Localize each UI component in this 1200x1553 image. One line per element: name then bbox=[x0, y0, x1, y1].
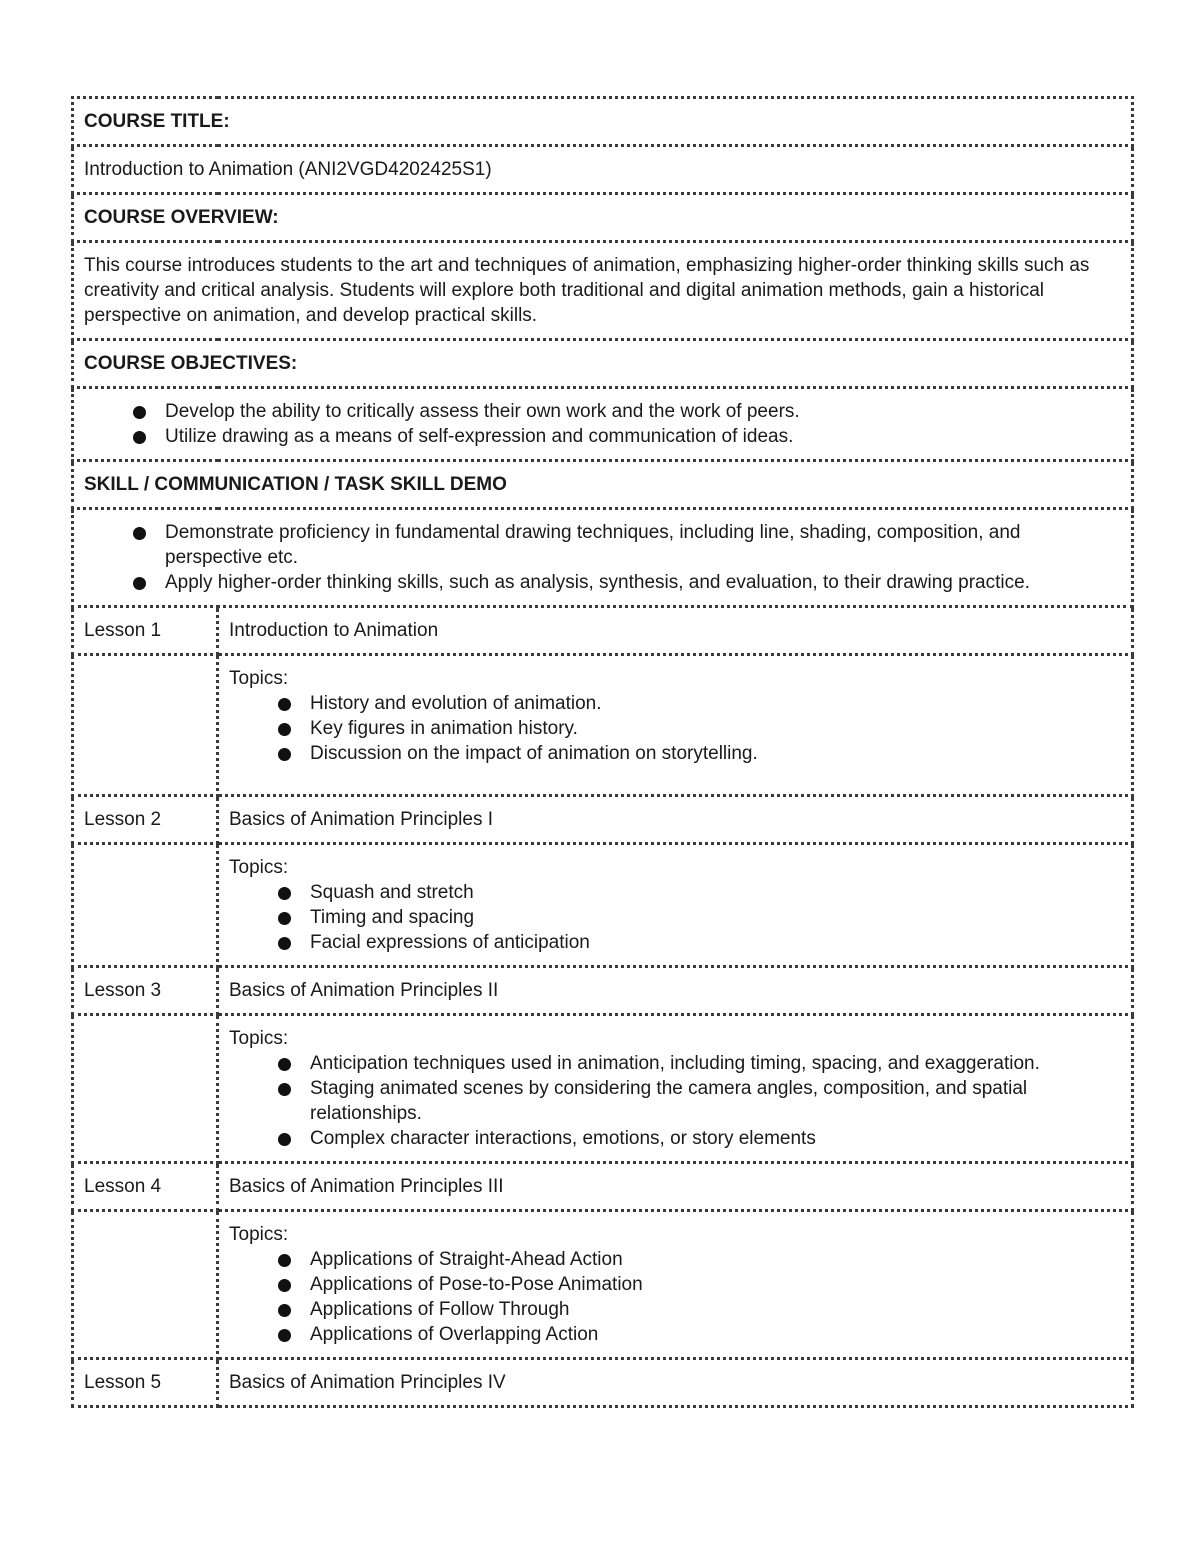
lesson-1-topics-cell bbox=[218, 655, 1133, 796]
lesson-4-title: Basics of Animation Principles III bbox=[218, 1163, 1133, 1211]
lesson-4-topics-row bbox=[73, 1211, 1133, 1359]
lesson-4-topics-cell bbox=[218, 1211, 1133, 1359]
lesson-1-empty-cell bbox=[73, 655, 218, 796]
syllabus-page bbox=[71, 96, 1131, 1408]
objectives-list bbox=[84, 399, 1121, 449]
lesson-3-row bbox=[73, 967, 1133, 1015]
lesson-2-topics-row bbox=[73, 844, 1133, 967]
topic-item: Staging animated scenes by considering the camera angles, composition, and spatial relationships. bbox=[274, 1076, 1121, 1126]
lesson-3-title: Basics of Animation Principles II bbox=[218, 967, 1133, 1015]
lesson-5-title: Basics of Animation Principles IV bbox=[218, 1359, 1133, 1407]
objective-item: Utilize drawing as a means of self-expression and communication of ideas. bbox=[129, 424, 1121, 449]
skill-label: SKILL / COMMUNICATION / TASK SKILL DEMO bbox=[73, 461, 1133, 509]
topic-item: Timing and spacing bbox=[274, 905, 1121, 930]
course-title-value-row bbox=[73, 146, 1133, 194]
skills-cell bbox=[73, 509, 1133, 607]
lesson-5-row bbox=[73, 1359, 1133, 1407]
lesson-4-row bbox=[73, 1163, 1133, 1211]
lesson-2-label: Lesson 2 bbox=[73, 796, 218, 844]
topics-label: Topics: bbox=[229, 668, 289, 689]
topic-item: Applications of Overlapping Action bbox=[274, 1322, 1121, 1347]
topic-item: Key figures in animation history. bbox=[274, 716, 1121, 741]
lesson-2-topics-list bbox=[229, 880, 1121, 955]
topic-item: Discussion on the impact of animation on storytelling. bbox=[274, 741, 1121, 766]
skills-list bbox=[84, 520, 1121, 595]
objectives-header-row bbox=[73, 340, 1133, 388]
course-title-value: Introduction to Animation (ANI2VGD4202425S1) bbox=[73, 146, 1133, 194]
lesson-3-topics-cell bbox=[218, 1015, 1133, 1163]
lesson-2-row bbox=[73, 796, 1133, 844]
overview-label: COURSE OVERVIEW: bbox=[73, 194, 1133, 242]
lesson-4-empty-cell bbox=[73, 1211, 218, 1359]
lesson-1-topics-row bbox=[73, 655, 1133, 796]
syllabus-table bbox=[71, 96, 1134, 1408]
course-title-row bbox=[73, 98, 1133, 146]
lesson-1-label: Lesson 1 bbox=[73, 607, 218, 655]
topic-item: Applications of Straight-Ahead Action bbox=[274, 1247, 1121, 1272]
topic-item: History and evolution of animation. bbox=[274, 691, 1121, 716]
lesson-4-label: Lesson 4 bbox=[73, 1163, 218, 1211]
lesson-1-title: Introduction to Animation bbox=[218, 607, 1133, 655]
lesson-4-topics-list bbox=[229, 1247, 1121, 1347]
topic-item: Applications of Pose-to-Pose Animation bbox=[274, 1272, 1121, 1297]
skill-item: Apply higher-order thinking skills, such as analysis, synthesis, and evaluation, to their drawing practice. bbox=[129, 570, 1121, 595]
lesson-3-empty-cell bbox=[73, 1015, 218, 1163]
lesson-3-topics-list bbox=[229, 1051, 1121, 1151]
objectives-row bbox=[73, 388, 1133, 461]
topic-item: Applications of Follow Through bbox=[274, 1297, 1121, 1322]
topic-item: Complex character interactions, emotions, or story elements bbox=[274, 1126, 1121, 1151]
lesson-5-label: Lesson 5 bbox=[73, 1359, 218, 1407]
overview-text: This course introduces students to the art and techniques of animation, emphasizing higher-order thinking skills such as creativity and critical analysis. Students will explore both traditional and digital animation methods, gain a historical perspective on animation, and develop practical skills. bbox=[73, 242, 1133, 340]
overview-header-row bbox=[73, 194, 1133, 242]
objectives-label: COURSE OBJECTIVES: bbox=[73, 340, 1133, 388]
lesson-3-topics-row bbox=[73, 1015, 1133, 1163]
skills-row bbox=[73, 509, 1133, 607]
course-title-label: COURSE TITLE: bbox=[73, 98, 1133, 146]
lesson-2-title: Basics of Animation Principles I bbox=[218, 796, 1133, 844]
topics-label: Topics: bbox=[229, 1224, 289, 1245]
topic-item: Anticipation techniques used in animation, including timing, spacing, and exaggeration. bbox=[274, 1051, 1121, 1076]
lesson-3-label: Lesson 3 bbox=[73, 967, 218, 1015]
objective-item: Develop the ability to critically assess their own work and the work of peers. bbox=[129, 399, 1121, 424]
topic-item: Squash and stretch bbox=[274, 880, 1121, 905]
lesson-2-empty-cell bbox=[73, 844, 218, 967]
objectives-cell bbox=[73, 388, 1133, 461]
overview-text-row bbox=[73, 242, 1133, 340]
skill-item: Demonstrate proficiency in fundamental drawing techniques, including line, shading, composition, and perspective etc. bbox=[129, 520, 1121, 570]
skill-header-row bbox=[73, 461, 1133, 509]
topics-label: Topics: bbox=[229, 857, 289, 878]
lesson-1-topics-list bbox=[229, 691, 1121, 766]
lesson-1-row bbox=[73, 607, 1133, 655]
lesson-2-topics-cell bbox=[218, 844, 1133, 967]
topic-item: Facial expressions of anticipation bbox=[274, 930, 1121, 955]
topics-label: Topics: bbox=[229, 1028, 289, 1049]
